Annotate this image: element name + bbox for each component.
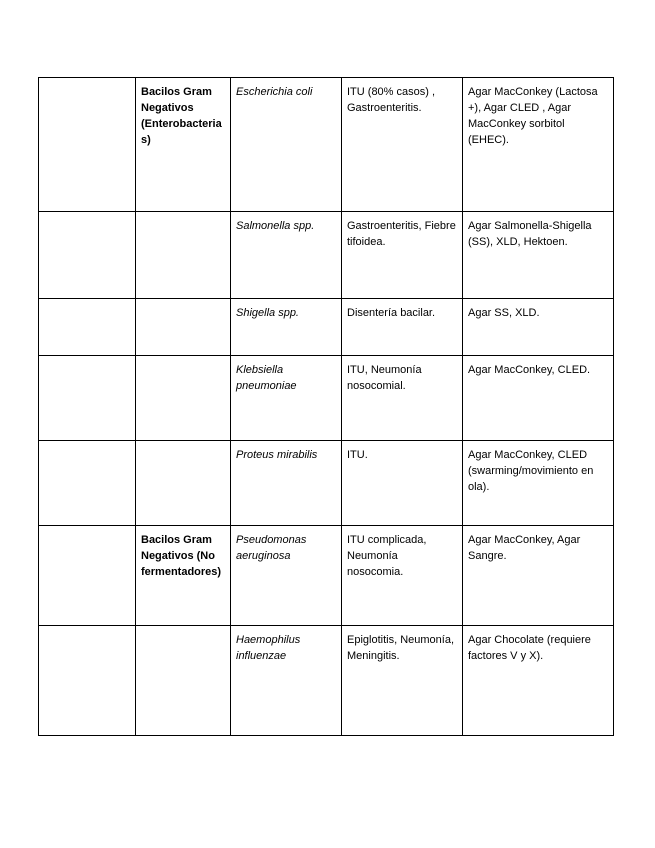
- culture-medium-cell: Agar MacConkey (Lactosa +), Agar CLED , Agar MacConkey sorbitol (EHEC).: [463, 78, 614, 212]
- culture-medium-cell: Agar MacConkey, Agar Sangre.: [463, 526, 614, 626]
- bacteria-group-cell: [136, 212, 231, 299]
- blank-cell: [39, 299, 136, 356]
- blank-cell: [39, 526, 136, 626]
- table-row: [39, 212, 614, 299]
- blank-cell: [39, 78, 136, 212]
- organism-cell: Proteus mirabilis: [231, 441, 342, 526]
- disease-cell: ITU, Neumonía nosocomial.: [342, 356, 463, 441]
- organism-cell: Shigella spp.: [231, 299, 342, 356]
- disease-cell: Gastroenteritis, Fiebre tifoidea.: [342, 212, 463, 299]
- organism-cell: Salmonella spp.: [231, 212, 342, 299]
- disease-cell: ITU complicada, Neumonía nosocomia.: [342, 526, 463, 626]
- table-row: [39, 441, 614, 526]
- bacteria-group-cell: Bacilos Gram Negativos (No fermentadores): [136, 526, 231, 626]
- table-row: [39, 78, 614, 212]
- blank-cell: [39, 626, 136, 736]
- bacteria-group-cell: [136, 356, 231, 441]
- organism-cell: Pseudomonas aeruginosa: [231, 526, 342, 626]
- microbiology-table: [38, 77, 614, 736]
- disease-cell: ITU (80% casos) , Gastroenteritis.: [342, 78, 463, 212]
- organism-cell: Haemophilus influenzae: [231, 626, 342, 736]
- bacteria-group-cell: [136, 626, 231, 736]
- bacteria-group-cell: Bacilos Gram Negativos (Enterobacterias): [136, 78, 231, 212]
- blank-cell: [39, 441, 136, 526]
- table-row: [39, 626, 614, 736]
- culture-medium-cell: Agar Chocolate (requiere factores V y X).: [463, 626, 614, 736]
- table-row: [39, 356, 614, 441]
- culture-medium-cell: Agar MacConkey, CLED (swarming/movimiento en ola).: [463, 441, 614, 526]
- table-row: [39, 299, 614, 356]
- bacteria-group-cell: [136, 441, 231, 526]
- organism-cell: Escherichia coli: [231, 78, 342, 212]
- organism-cell: Klebsiella pneumoniae: [231, 356, 342, 441]
- culture-medium-cell: Agar SS, XLD.: [463, 299, 614, 356]
- culture-medium-cell: Agar MacConkey, CLED.: [463, 356, 614, 441]
- disease-cell: ITU.: [342, 441, 463, 526]
- blank-cell: [39, 356, 136, 441]
- blank-cell: [39, 212, 136, 299]
- bacteria-group-cell: [136, 299, 231, 356]
- disease-cell: Disentería bacilar.: [342, 299, 463, 356]
- culture-medium-cell: Agar Salmonella-Shigella (SS), XLD, Hektoen.: [463, 212, 614, 299]
- disease-cell: Epiglotitis, Neumonía, Meningitis.: [342, 626, 463, 736]
- table-row: [39, 526, 614, 626]
